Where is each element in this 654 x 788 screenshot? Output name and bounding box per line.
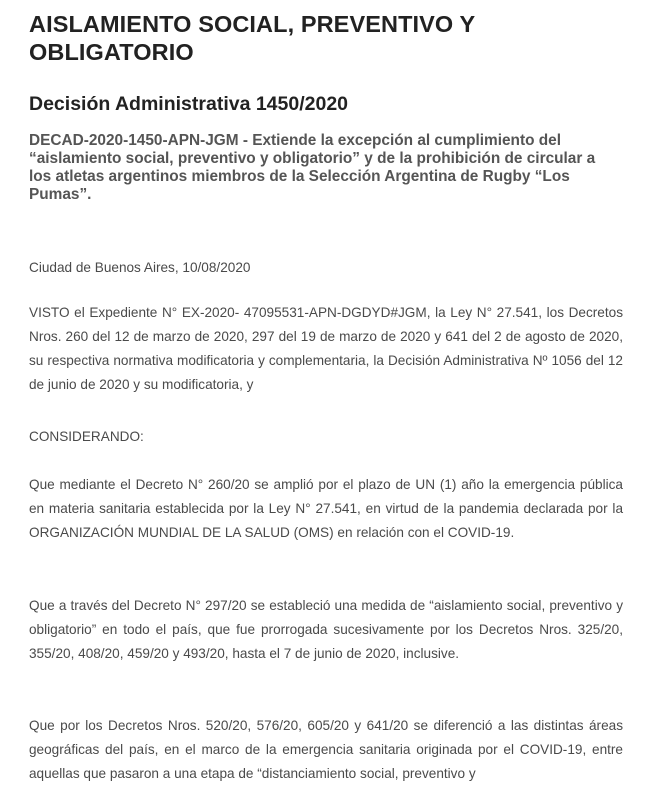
considerando-paragraph-2: Que a través del Decreto N° 297/20 se estableció una medida de “aislamiento social, preventivo y obligatorio” en todo el país, que fue prorrogada sucesivamente por los Decretos Nros. 325/20, 355/20, 408/20, 459/20 y 493/20, hasta el 7 de junio de 2020, inclusive.: [29, 598, 623, 661]
place-date: Ciudad de Buenos Aires, 10/08/2020: [29, 260, 251, 275]
considerando-paragraph-1: Que mediante el Decreto N° 260/20 se amplió por el plazo de UN (1) año la emergencia pública en materia sanitaria establecida por la Ley N° 27.541, en virtud de la pandemia declarada por la ORGANIZACIÓN MUNDIAL DE LA SALUD (OMS) en relación con el COVID-19.: [29, 477, 623, 540]
decision-title: Decisión Administrativa 1450/2020: [29, 93, 349, 115]
decision-summary: DECAD-2020-1450-APN-JGM - Extiende la excepción al cumplimiento del “aislamiento social, preventivo y obligatorio” y de la prohibición de circular a los atletas argentinos miembros de la Selección Argentina de Rugby “Los Pumas”.: [29, 132, 596, 203]
visto-paragraph: VISTO el Expediente N° EX-2020- 47095531-APN-DGDYD#JGM, la Ley N° 27.541, los Decretos Nros. 260 del 12 de marzo de 2020, 297 del 19 de marzo de 2020 y 641 del 2 de agosto de 2020, su respectiva normativa modificatoria y complementaria, la Decisión Administrativa Nº 1056 del 12 de junio de 2020 y su modificatoria, y: [29, 305, 623, 392]
section-title: AISLAMIENTO SOCIAL, PREVENTIVO Y OBLIGATORIO: [29, 11, 475, 65]
considerando-paragraph-3: Que por los Decretos Nros. 520/20, 576/20, 605/20 y 641/20 se diferenció a las distintas áreas geográficas del país, en el marco de la emergencia sanitaria originada por el COVID-19, entre aquellas que pasaron a una etapa de “distanciamiento social, preventivo y: [29, 718, 623, 781]
considerando-heading: CONSIDERANDO:: [29, 429, 144, 444]
